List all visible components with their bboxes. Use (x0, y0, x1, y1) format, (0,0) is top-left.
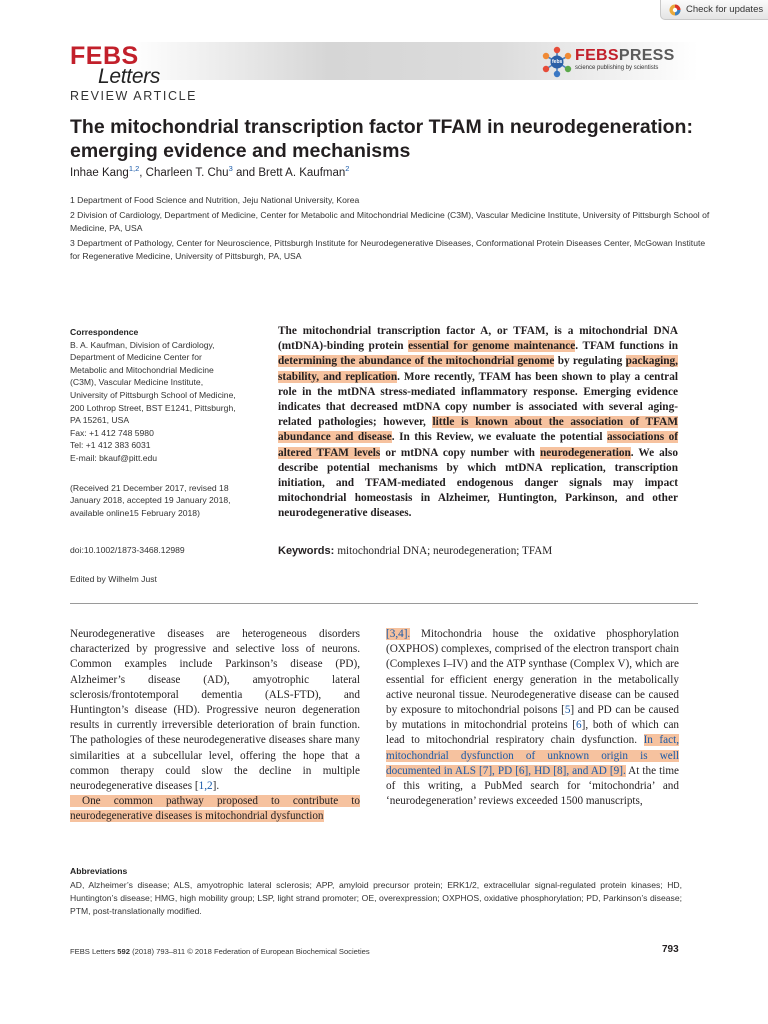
article-title: The mitochondrial transcription factor TFAM in neurodegeneration: emerging evidence and mechanisms (70, 116, 693, 162)
text-segment: At the time of this writing, a PubMed search for ‘mitochondria’ and ‘neurodegeneration’ reviews exceeded 1500 manuscripts, (386, 764, 679, 808)
text-segment: ]. (212, 780, 220, 793)
highlighted-text: One common pathway proposed to contribute to neurodegenerative diseases is mitochondrial dysfunction (70, 795, 360, 823)
correspondence-address (70, 339, 270, 465)
citation-ref[interactable]: 1,2 (198, 780, 213, 793)
text-segment: ], both of which can lead to mitochondrial respiratory chain dysfunction. (386, 719, 679, 747)
editor-note: Edited by Wilhelm Just (70, 574, 157, 584)
article-info-sidebar (70, 326, 270, 584)
author-affiliation-ref[interactable]: 3 (228, 164, 233, 173)
author-affiliation-ref[interactable]: 1,2 (128, 164, 140, 173)
section-divider (70, 603, 698, 604)
correspondence-line: Department of Medicine Center for (70, 352, 202, 363)
text-segment: by regulating (554, 355, 626, 368)
correspondence-line: 200 Lothrop Street, BST E1241, Pittsburgh, (70, 402, 236, 413)
correspondence-line: Tel: +1 412 383 6031 (70, 440, 151, 451)
correspondence-line: Fax: +1 412 748 5980 (70, 427, 154, 438)
text-segment: Mitochondria house the oxidative phosphorylation (OXPHOS) complexes, comprised of the electron transport chain (Complexes I–IV) and the ATP synthase (Complex V), which are essential for efficient energy generation in the metabolically active neuronal tissue. Neurodegenerative disease can be caused by exposure to mitochondrial poisons [ (386, 628, 679, 717)
publisher-name-a: FEBS (575, 47, 619, 64)
publisher-icon-text: febs (552, 59, 563, 65)
highlighted-text[interactable]: [3,4]. (386, 628, 411, 640)
footer-citation (70, 947, 370, 956)
affiliation: 1 Department of Food Science and Nutrition, Jeju National University, Korea (70, 195, 360, 205)
correspondence-line: E-mail: bkauf@pitt.edu (70, 452, 158, 463)
authors-line (70, 166, 349, 180)
history-line: available online15 February 2018) (70, 507, 200, 518)
affiliation: 2 Division of Cardiology, Department of Medicine, Center for Metabolic and Mitochondrial Medicine (C3M), Vascular Medicine Institute, University of Pittsburgh School of Medicine, PA, USA (70, 209, 710, 233)
footer-journal: FEBS Letters (70, 947, 118, 956)
text-segment: . In this Review, we evaluate the potential (391, 431, 607, 444)
text-segment: or mtDNA copy number with (380, 446, 540, 459)
check-for-updates-label: Check for updates (686, 4, 764, 15)
correspondence-line: University of Pittsburgh School of Medicine, (70, 389, 236, 400)
correspondence-line: Metabolic and Mitochondrial Medicine (70, 364, 214, 375)
highlighted-text: associations of altered TFAM levels (278, 431, 678, 459)
page-number: 793 (662, 944, 679, 955)
author-separator: and (232, 167, 259, 179)
highlighted-text: neurodegeneration (539, 446, 631, 459)
publisher-logo (541, 46, 676, 78)
body-column-right (386, 627, 679, 809)
author-separator: , (139, 167, 146, 179)
text-segment: . TFAM functions in (575, 340, 678, 353)
text-segment: . More recently, TFAM has been shown to play a central role in the mtDNA stress-mediated inflammatory response. Emerging evidence indicates that decreased mtDNA copy number is associated with several aging-related pathologies; however, (278, 370, 678, 429)
correspondence-line: (C3M), Vascular Medicine Institute, (70, 377, 204, 388)
keywords (278, 544, 698, 558)
doi[interactable]: doi:10.1002/1873-3468.12989 (70, 545, 185, 555)
keywords-label: Keywords: (278, 545, 335, 557)
journal-logo-line1: FEBS (70, 42, 139, 70)
author-name: Inhae Kang (70, 167, 129, 179)
keywords-list: mitochondrial DNA; neurodegeneration; TFAM (337, 545, 553, 557)
article-history (70, 482, 270, 520)
author-name: Charleen T. Chu (145, 167, 229, 179)
affiliation: 3 Department of Pathology, Center for Neuroscience, Pittsburgh Institute for Neurodegenerative Diseases, Conformational Protein Diseases Center, McGowan Institute for Regenerative Medicine, University of Pittsburgh, PA, USA (70, 237, 706, 261)
correspondence-line: B. A. Kaufman, Division of Cardiology, (70, 339, 215, 350)
crossmark-icon (669, 4, 681, 16)
footer-volume: 592 (117, 947, 130, 956)
highlighted-text: packaging, stability, and replication (278, 355, 678, 383)
abbreviations-text: AD, Alzheimer’s disease; ALS, amyotrophic lateral sclerosis; APP, amyloid precursor protein; ERK1/2, extracellular signal-regulated protein kinases; HD, Huntington’s disease; HMG, high mobility group; LSP, light strand promoter; OE, overexpression; OXPHOS, oxidative phosphorylation; PD, Parkinson’s disease; PTM, post-translationally modified. (70, 880, 682, 916)
history-line: (Received 21 December 2017, revised 18 (70, 482, 229, 493)
affiliations (70, 194, 710, 265)
text-segment: Neurodegenerative diseases are heterogeneous disorders characterized by progressive and selective loss of neurons. Common examples include Parkinson’s disease (PD), Alzheimer’s disease (AD), amyotrophic lateral sclerosis/frontotemporal dementia (ALS-FTD), and Huntington’s disease (HD). Progressive neuron degeneration results in currently irreversible deterioration of brain function. The pathologies of these neurodegenerative diseases share many similarities at a subcellular level, offering the hope that a common therapy could slow the decline in multiple neurodegenerative diseases [ (70, 628, 360, 793)
text-segment: . We also describe potential mechanisms by which mtDNA replication, transcription initiation, and TFAM-mediated endogenous danger signals may impact mitochondrial homeostasis in Alzheimer, Huntington, Parkinson, and other neurodegenerative diseases. (278, 446, 678, 520)
correspondence-line: PA 15261, USA (70, 415, 130, 426)
highlighted-text: determining the abundance of the mitochondrial genome (278, 355, 555, 368)
highlighted-text: little is known about the association of TFAM abundance and disease (278, 416, 678, 444)
text-segment: The mitochondrial transcription factor A, or TFAM, is a mitochondrial DNA (mtDNA)-binding protein (278, 325, 678, 353)
history-line: January 2018, accepted 19 January 2018, (70, 495, 231, 506)
section-label: REVIEW ARTICLE (70, 89, 198, 103)
publisher-name-b: PRESS (618, 47, 675, 64)
highlighted-text[interactable]: In fact, mitochondrial dysfunction of unknown origin is well documented in ALS [7], PD [6], HD [8], and AD [9]. (386, 734, 679, 777)
citation-ref[interactable]: 5 (564, 704, 571, 717)
footer-rest: (2018) 793–811 © 2018 Federation of European Biochemical Societies (129, 947, 370, 956)
abbreviations-heading: Abbreviations (70, 866, 128, 876)
journal-logo (70, 44, 210, 86)
text-segment: ] and PD can be caused by mutations in mitochondrial proteins [ (386, 704, 679, 732)
correspondence-heading: Correspondence (70, 327, 139, 337)
citation-ref[interactable]: 6 (576, 719, 582, 732)
journal-logo-line2: Letters (98, 65, 161, 88)
body-column-left (70, 627, 360, 825)
author-affiliation-ref[interactable]: 2 (345, 164, 350, 173)
highlighted-text: essential for genome maintenance (408, 340, 576, 353)
check-for-updates-button[interactable] (660, 0, 768, 20)
publisher-tagline: science publishing by scientists (575, 65, 659, 71)
author-name: Brett A. Kaufman (258, 167, 346, 179)
publisher-name (575, 47, 675, 65)
abstract (278, 324, 678, 522)
